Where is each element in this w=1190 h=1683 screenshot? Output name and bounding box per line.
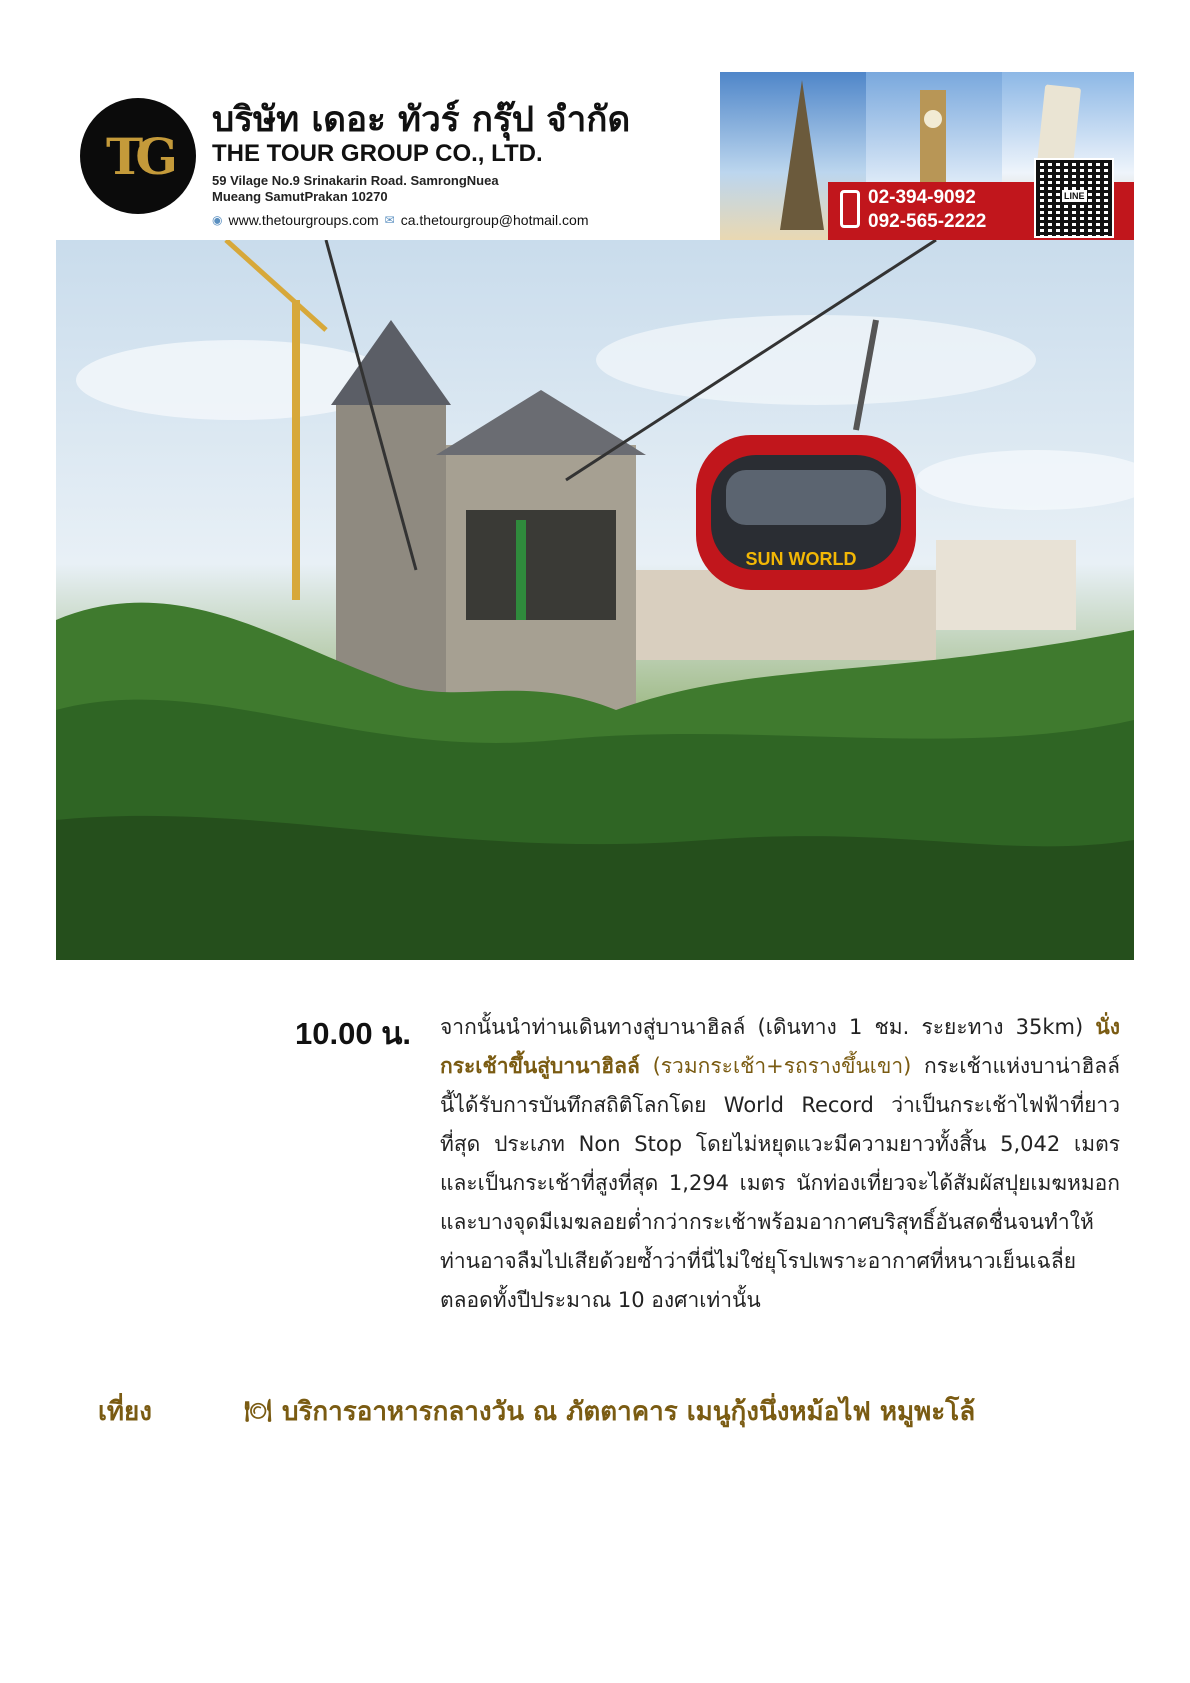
phone-number-2[interactable]: 092-565-2222 bbox=[868, 211, 987, 232]
line-qr-code[interactable] bbox=[1034, 158, 1114, 238]
landmark-photo-strip bbox=[720, 72, 1134, 240]
logo-letters: TG bbox=[106, 126, 170, 186]
address-line-2: Mueang SamutPrakan 10270 bbox=[212, 189, 388, 204]
itinerary-highlight: นั่งกระเช้าขึ้นสู่บานาฮิลล์ bbox=[440, 1015, 1120, 1078]
cabin-brand-text: SUN WORLD bbox=[745, 549, 857, 569]
itinerary-highlight-note: (รวมกระเช้า+รถรางขึ้นเขา) bbox=[652, 1054, 912, 1078]
schedule-time: 10.00 น. bbox=[295, 1016, 411, 1051]
ba-na-hills-cable-car-photo bbox=[56, 240, 1134, 960]
globe-icon: ◉ bbox=[212, 213, 223, 227]
meal-line bbox=[244, 1391, 975, 1432]
address-line-1: 59 Vilage No.9 Srinakarin Road. SamrongNuea bbox=[212, 173, 499, 188]
phone-numbers bbox=[868, 186, 986, 234]
contact-line bbox=[212, 212, 588, 228]
dining-icon: 🍽 bbox=[244, 1399, 272, 1424]
company-name-thai: บริษัท เดอะ ทัวร์ กรุ๊ป จำกัด bbox=[212, 100, 631, 140]
phone-number-1[interactable]: 02-394-9092 bbox=[868, 187, 976, 208]
mail-icon: ✉ bbox=[384, 213, 395, 227]
itinerary-paragraph bbox=[440, 1008, 1120, 1320]
photo-illustration bbox=[56, 240, 1134, 960]
meal-description: บริการอาหารกลางวัน ณ ภัตตาคาร เมนูกุ้งนึ่งหม้อไฟ หมูพะโล้ bbox=[281, 1397, 976, 1427]
company-name-english: THE TOUR GROUP CO., LTD. bbox=[212, 140, 543, 167]
website-link[interactable]: www.thetourgroups.com bbox=[228, 212, 379, 228]
itinerary-intro: จากนั้นนำท่านเดินทางสู่บานาฮิลล์ (เดินทาง 1 ชม. ระยะทาง 35km) bbox=[440, 1015, 1084, 1039]
meal-label: เที่ยง bbox=[98, 1397, 152, 1427]
eiffel-tower-icon bbox=[780, 80, 824, 230]
email-link[interactable]: ca.thetourgroup@hotmail.com bbox=[400, 212, 589, 228]
company-logo bbox=[80, 98, 196, 214]
phone-icon bbox=[840, 190, 860, 228]
company-header bbox=[70, 72, 1134, 240]
itinerary-body: กระเช้าแห่งบาน่าฮิลล์นี้ได้รับการบันทึกสถิติโลกโดย World Record ว่าเป็นกระเช้าไฟฟ้าที่ยาวที่สุด ประเภท Non Stop โดยไม่หยุดแวะมีความยาวทั้งสิ้น 5,042 เมตร และเป็นกระเช้าที่สูงที่สุด 1,294 เมตร นักท่องเที่ยวจะได้สัมผัสปุยเมฆหมอกและบางจุดมีเมฆลอยต่ำกว่ากระเช้าพร้อมอากาศบริสุทธิ์อันสดชื่นจนทำให้ท่านอาจลืมไปเสียด้วยซ้ำว่าที่นี่ไม่ใช่ยุโรปเพราะอากาศที่หนาวเย็นเฉลี่ยตลอดทั้งปีประมาณ 10 องศาเท่านั้น bbox=[440, 1054, 1120, 1312]
